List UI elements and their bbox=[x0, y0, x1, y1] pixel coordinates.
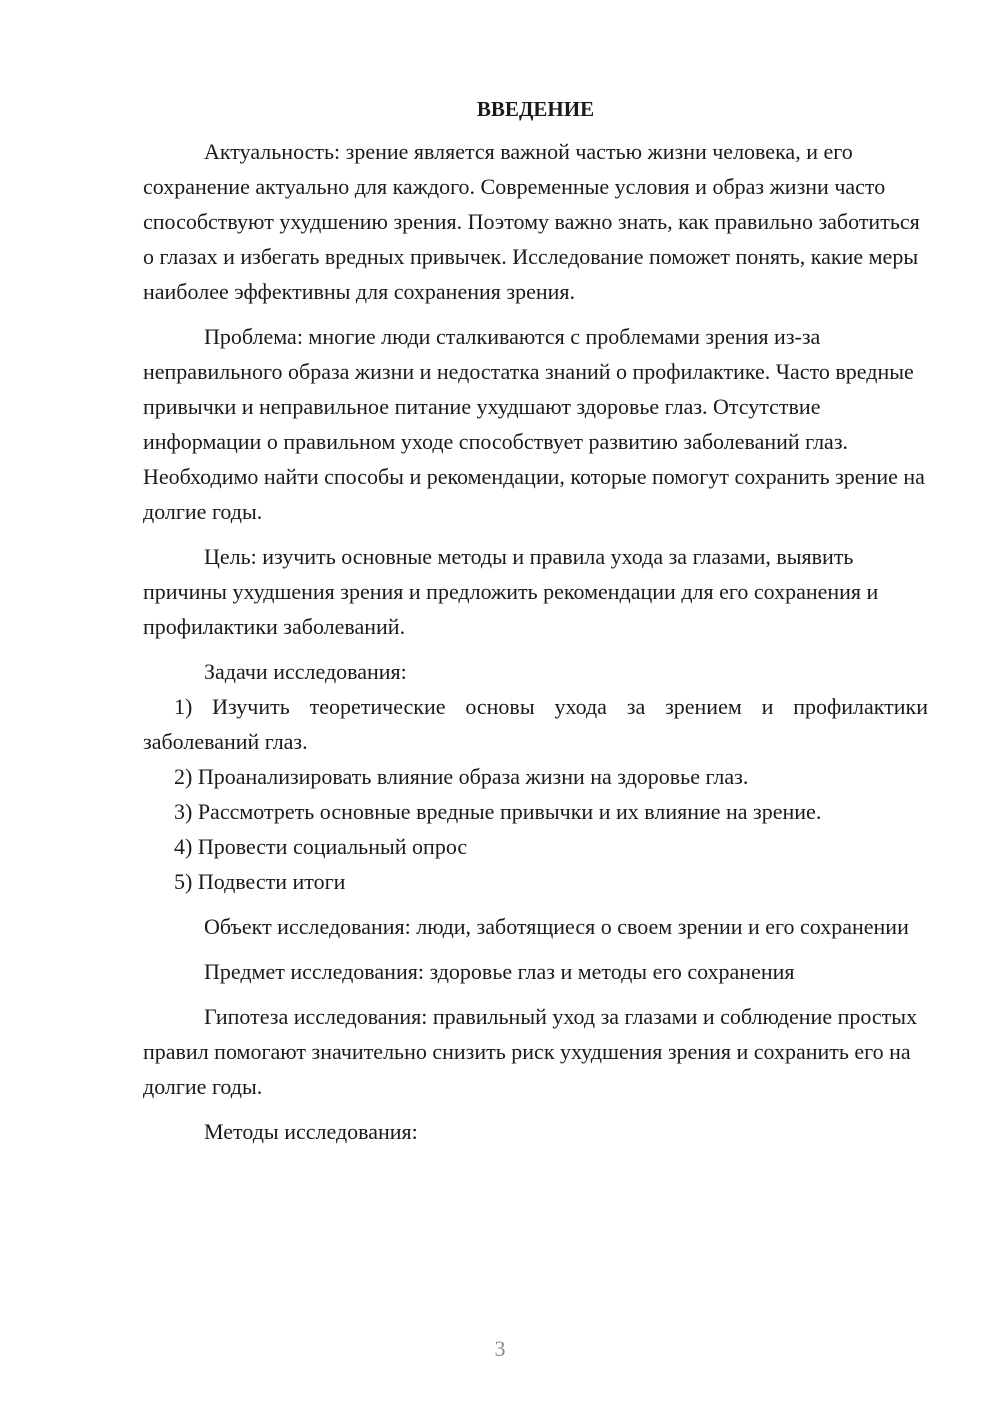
task-item: 2) Проанализировать влияние образа жизни на здоровье глаз. bbox=[174, 764, 749, 789]
tasks-heading: Задачи исследования: bbox=[204, 659, 407, 684]
object-paragraph: Объект исследования: люди, заботящиеся о своем зрении и его сохранении bbox=[204, 914, 909, 939]
task-item: 5) Подвести итоги bbox=[174, 869, 346, 894]
document-body bbox=[143, 92, 928, 1149]
problem-paragraph: Проблема: многие люди сталкиваются с проблемами зрения из-за неправильного образа жизни и недостатка знаний о профилактике. Часто вредные привычки и неправильное питание ухудшают здоровье глаз. Отсутствие информации о правильном уходе способствует развитию заболеваний глаз. Необходимо найти способы и рекомендации, которые помогут сохранить зрение на долгие годы. bbox=[143, 324, 925, 524]
subject-paragraph: Предмет исследования: здоровье глаз и методы его сохранения bbox=[204, 959, 795, 984]
hypothesis-paragraph: Гипотеза исследования: правильный уход за глазами и соблюдение простых правил помогают значительно снизить риск ухудшения зрения и сохранить его на долгие годы. bbox=[143, 1004, 918, 1099]
page-number: 3 bbox=[494, 1336, 506, 1361]
task-item: 1) Изучить теоретические основы ухода за зрением и профилактики заболеваний глаз. bbox=[143, 694, 928, 754]
relevance-paragraph: Актуальность: зрение является важной частью жизни человека, и его сохранение актуально для каждого. Современные условия и образ жизни часто способствуют ухудшению зрения. Поэтому важно знать, как правильно заботиться о глазах и избегать вредных привычек. Исследование поможет понять, какие меры наиболее эффективны для сохранения зрения. bbox=[143, 139, 920, 304]
goal-paragraph: Цель: изучить основные методы и правила ухода за глазами, выявить причины ухудшения зрения и предложить рекомендации для его сохранения и профилактики заболеваний. bbox=[143, 544, 879, 639]
section-heading: ВВЕДЕНИЕ bbox=[476, 97, 595, 121]
task-item: 4) Провести социальный опрос bbox=[174, 834, 468, 859]
methods-heading: Методы исследования: bbox=[204, 1119, 418, 1144]
task-item: 3) Рассмотреть основные вредные привычки и их влияние на зрение. bbox=[174, 799, 822, 824]
